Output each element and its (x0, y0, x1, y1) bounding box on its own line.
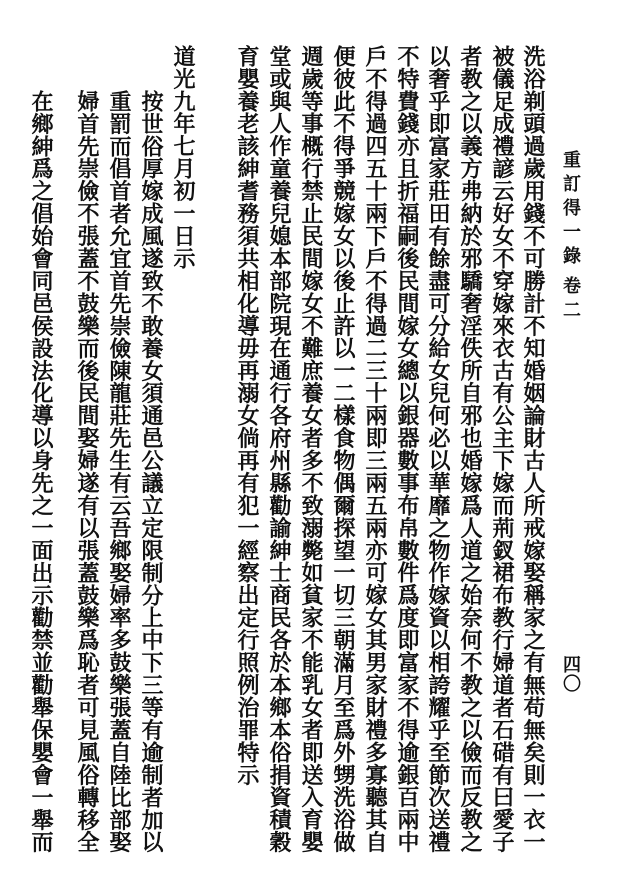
text-column: 洗浴剃頭過歲用錢不可勝計不知婚姻論財古人所戒嫁娶稱家之有無苟無矣則一衣一 (520, 45, 546, 854)
text-column: 戶不得過四五十兩下戶不得過二三十兩即三兩五兩亦可嫁女其男家財禮多寡聽其自 (362, 45, 388, 854)
text-column: 週歲等事概行禁止民間嫁女不難庶養女者多不致溺斃如貧家不能乳女者即送入育嬰 (298, 45, 324, 854)
commentary-column: 在鄉紳爲之倡始會同邑侯設法化導以身先之一面出示勸禁並勸舉保嬰會一舉而 (28, 90, 54, 854)
text-column: 不特費錢亦且折福嗣後民間嫁女總以銀器數事布帛數件爲度即富家不得逾銀百兩中 (394, 45, 420, 854)
text-column: 育嬰養老該紳耆務須共相化導毋再溺女倘再有犯一經察出定行照例治罪特示 (234, 45, 260, 786)
text-column: 被儀足成禮諺云好女不穿嫁來衣古有公主下嫁而荊釵裙布教行婦道者石碏有曰愛子 (489, 45, 515, 854)
book-title: 重訂得一錄 (560, 150, 581, 270)
text-column: 者教之以義方弗納於邪驕奢淫佚所自邪也婚嫁爲人道之始奈何不教之以儉而反教之 (457, 45, 483, 854)
commentary-column: 重罰而倡首者允宜首先崇儉陳龍莊先生有云吾鄉娶婦率多鼓樂張蓋自陸比部娶 (106, 90, 132, 854)
commentary-column: 婦首先崇儉不張蓋不鼓樂而後民間娶婦遂有以張蓋鼓樂爲恥者可見風俗轉移全 (74, 90, 100, 854)
commentary-column: 按世俗厚嫁成風遂致不敢養女須通邑公議立定限制分上中下三等有逾制者加以 (138, 90, 164, 854)
text-column: 便彼此不得爭競嫁女以後止許以一二樣食物偶爾探望一切三朝滿月至爲外甥洗浴做 (330, 45, 356, 854)
volume-label: 卷二 (560, 276, 581, 324)
text-column: 堂或與人作童養兒媳本部院現在通行各府州縣勸諭紳士商民各於本鄉本俗捐資積穀 (266, 45, 292, 854)
page-number: 四〇 (560, 655, 581, 693)
date-line: 道光九年七月初一日示 (170, 45, 196, 270)
text-column: 以奢乎即富家莊田有餘盡可分給女兒何必以華靡之物作嫁資以相誇耀乎至節次送禮 (425, 45, 451, 854)
